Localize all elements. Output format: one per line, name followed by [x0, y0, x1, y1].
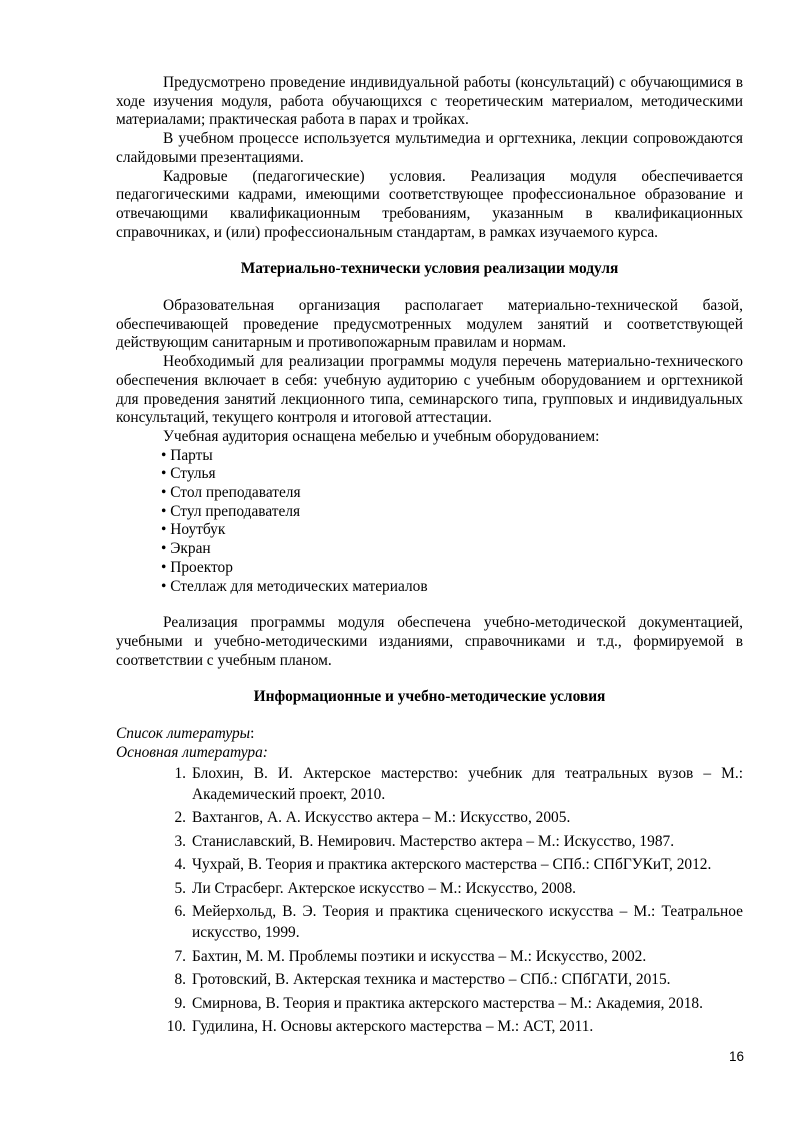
list-item: • Проектор — [161, 558, 233, 576]
reference-item — [116, 807, 743, 828]
reference-item — [116, 854, 743, 875]
list-item: • Экран — [161, 540, 211, 558]
intro-paragraph-3: Кадровые (педагогические) условия. Реализация модуля обеспечивается педагогическими кадрами, имеющими соответствующее профессиональное образование и отвечающими квалификационным требованиям, указанным в квалификационных справочниках, и (или) профессиональным стандартам, в рамках изучаемого курса. — [116, 167, 743, 241]
reference-number: 3. — [174, 832, 186, 850]
reference-number: 10. — [166, 1018, 186, 1035]
material-paragraph-3: Учебная аудитория оснащена мебелью и учебным оборудованием: — [163, 427, 600, 445]
equipment-list — [116, 447, 743, 597]
reference-text: Блохин, В. И. Актерское мастерство: учебник для театральных вузов – М.: Академический проект, 2010. — [192, 764, 743, 803]
references-list — [116, 763, 743, 1038]
section-heading-material: Материально-технически условия реализации модуля — [240, 260, 619, 278]
literature-list-label-text: Список литературы — [116, 725, 251, 743]
main-literature-label: Основная литература: — [116, 743, 268, 761]
literature-list-label — [116, 725, 743, 744]
reference-number: 9. — [174, 994, 186, 1012]
list-item: • Стул преподавателя — [161, 502, 301, 520]
reference-item — [116, 763, 743, 805]
reference-item — [116, 969, 743, 990]
list-item: • Ноутбук — [161, 521, 226, 539]
material-paragraph-1: Образовательная организация располагает материально-технической базой, обеспечивающей проведение предусмотренных модулем занятий и соответствующей действующим санитарным и противопожарным правилам и нормам. — [116, 297, 743, 352]
reference-item — [116, 1016, 743, 1037]
reference-item — [116, 901, 743, 943]
reference-text: Мейерхольд, В. Э. Теория и практика сценического искусства – М.: Театральное искусство, 1999. — [192, 903, 743, 941]
material-paragraph-2: Необходимый для реализации программы модуля перечень материально-технического обеспечения включает в себя: учебную аудиторию с учебным оборудованием и оргтехникой для проведения занятий лекционного типа, семинарского типа, групповых и индивидуальных консультаций, текущего контроля и итоговой аттестации. — [116, 353, 743, 427]
list-item: • Стулья — [161, 465, 216, 483]
reference-number: 7. — [174, 947, 186, 965]
reference-item — [116, 993, 743, 1014]
reference-item — [116, 946, 743, 967]
list-item: • Стол преподавателя — [161, 484, 301, 502]
reference-text: Смирнова, В. Теория и практика актерского мастерства – М.: Академия, 2018. — [192, 994, 703, 1012]
reference-number: 2. — [174, 809, 186, 826]
reference-number: 6. — [174, 903, 186, 920]
reference-text: Бахтин, М. М. Проблемы поэтики и искусства – М.: Искусство, 2002. — [192, 947, 647, 965]
intro-paragraph-1: Предусмотрено проведение индивидуальной работы (консультаций) с обучающимися в ходе изучения модуля, работа обучающихся с теоретическим материалом, методическими материалами; практическая работа в парах и тройках. — [116, 74, 743, 129]
reference-text: Чухрай, В. Теория и практика актерского мастерства – СПб.: СПбГУКиТ, 2012. — [192, 856, 712, 873]
reference-number: 8. — [174, 971, 186, 988]
literature-list-label-colon: : — [250, 725, 255, 743]
list-item: • Парты — [161, 446, 213, 464]
intro-paragraph-2: В учебном процессе используется мультимедиа и оргтехника, лекции сопровождаются слайдовыми презентациями. — [116, 130, 743, 166]
list-item: • Стеллаж для методических материалов — [161, 577, 428, 595]
reference-number: 5. — [174, 879, 186, 897]
reference-item — [116, 878, 743, 899]
reference-item — [116, 831, 743, 852]
page-content — [116, 74, 743, 1040]
reference-text: Вахтангов, А. А. Искусство актера – М.: Искусство, 2005. — [192, 809, 571, 826]
page-number: 16 — [729, 1049, 745, 1064]
reference-number: 1. — [174, 764, 186, 782]
reference-text: Станиславский, В. Немирович. Мастерство актера – М.: Искусство, 1987. — [192, 832, 675, 850]
reference-text: Гудилина, Н. Основы актерского мастерства – М.: АСТ, 2011. — [192, 1018, 594, 1035]
reference-text: Гротовский, В. Актерская техника и мастерство – СПб.: СПбГАТИ, 2015. — [192, 971, 671, 988]
reference-text: Ли Страсберг. Актерское искусство – М.: Искусство, 2008. — [192, 879, 576, 897]
material-closing-paragraph: Реализация программы модуля обеспечена учебно-методической документацией, учебными и учебно-методическими изданиями, справочниками и т.д., формируемой в соответствии с учебным планом. — [116, 614, 743, 669]
section-heading-info: Информационные и учебно-методические условия — [253, 688, 606, 706]
reference-number: 4. — [174, 856, 186, 873]
